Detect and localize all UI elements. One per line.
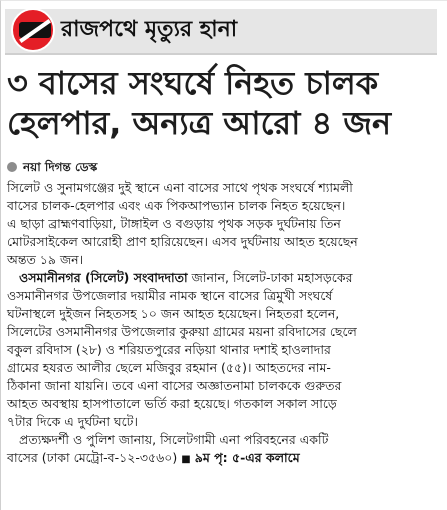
body-text: জানান, সিলেট-ঢাকা মহাসড়কের [187, 270, 353, 285]
body-line: এ ছাড়া ব্রাহ্মণবাড়িয়া, টাঙ্গাইল ও বগুড়ায় পৃথক সড়ক দুর্ঘটনায় তিন [7, 216, 341, 231]
headline-line-1: ৩ বাসের সংঘর্ষে নিহত চালক [7, 64, 379, 102]
body-text: বাসের (ঢাকা মেট্রো-ব-১২-৩৫৬০) [7, 450, 178, 465]
headline-line-2: হেলপার, অন্যত্র আরো ৪ জন [7, 104, 392, 142]
body-line: সিলেট ও সুনামগঞ্জের দুই স্থানে এনা বাসের সাথে পৃথক সংঘর্ষে শ্যামলী [7, 180, 353, 195]
body-line: বকুল রবিদাস (২৮) ও শরিয়তপুরের নড়িয়া থানার দশাই হাওলাদার [7, 342, 331, 357]
body-line: প্রত্যক্ষদর্শী ও পুলিশ জানায়, সিলেটগামী এনা পরিবহনের একটি [19, 432, 329, 447]
body-line [7, 449, 437, 469]
body-line: ওসমানীনগর উপজেলার দয়ামীর নামক স্থানে বাসের ত্রিমুখী সংঘর্ষে [7, 288, 333, 303]
dateline: ওসমানীনগর (সিলেট) সংবাদদাতা [19, 270, 188, 285]
body-line: সিলেটের ওসমানীনগর উপজেলার কুরুয়া গ্রামের ময়না রবিদাসের ছেলে [7, 324, 357, 339]
headline [7, 63, 439, 143]
body-line: গ্রামের হযরত আলীর ছেলে মজিবুর রহমান (৫৫)। আহতদের নাম- [7, 360, 331, 375]
body-line: বাসের চালক-হেলপার এবং এক পিকআপভ্যান চালক নিহত হয়েছেন। [7, 198, 346, 213]
body-line: মোটরসাইকেল আরোহী প্রাণ হারিয়েছেন। এসব দুর্ঘটনায় আহত হয়েছেন [7, 234, 358, 249]
continuation-marker-icon: ■ [181, 454, 191, 465]
article-body [7, 179, 437, 469]
body-line: আহত অবস্থায় হাসপাতালে ভর্তি করা হয়েছে। গতকাল সকাল সাড়ে [7, 396, 337, 411]
byline-text: নয়া দিগন্ত ডেস্ক [23, 160, 98, 174]
bullet-icon [7, 162, 17, 172]
byline [7, 159, 97, 175]
body-line: ঘটনাস্থলে দুইজন নিহতসহ ১০ জন আহত হয়েছেন। নিহতরা হলেন, [7, 306, 340, 321]
road-accident-logo-icon [11, 8, 55, 52]
body-line: অন্তত ১৯ জন। [7, 252, 84, 267]
body-line: ঠিকানা জানা যায়নি। তবে এনা বাসের অজ্ঞাতনামা চালককে গুরুতর [7, 378, 342, 393]
continuation-note: ৯ম পৃ: ৫-এর কলামে [194, 450, 300, 465]
body-line [7, 269, 437, 287]
kicker-title: রাজপথে মৃত্যুর হানা [61, 17, 238, 42]
body-line: ৭টার দিকে এ দুর্ঘটনা ঘটে। [7, 414, 138, 429]
